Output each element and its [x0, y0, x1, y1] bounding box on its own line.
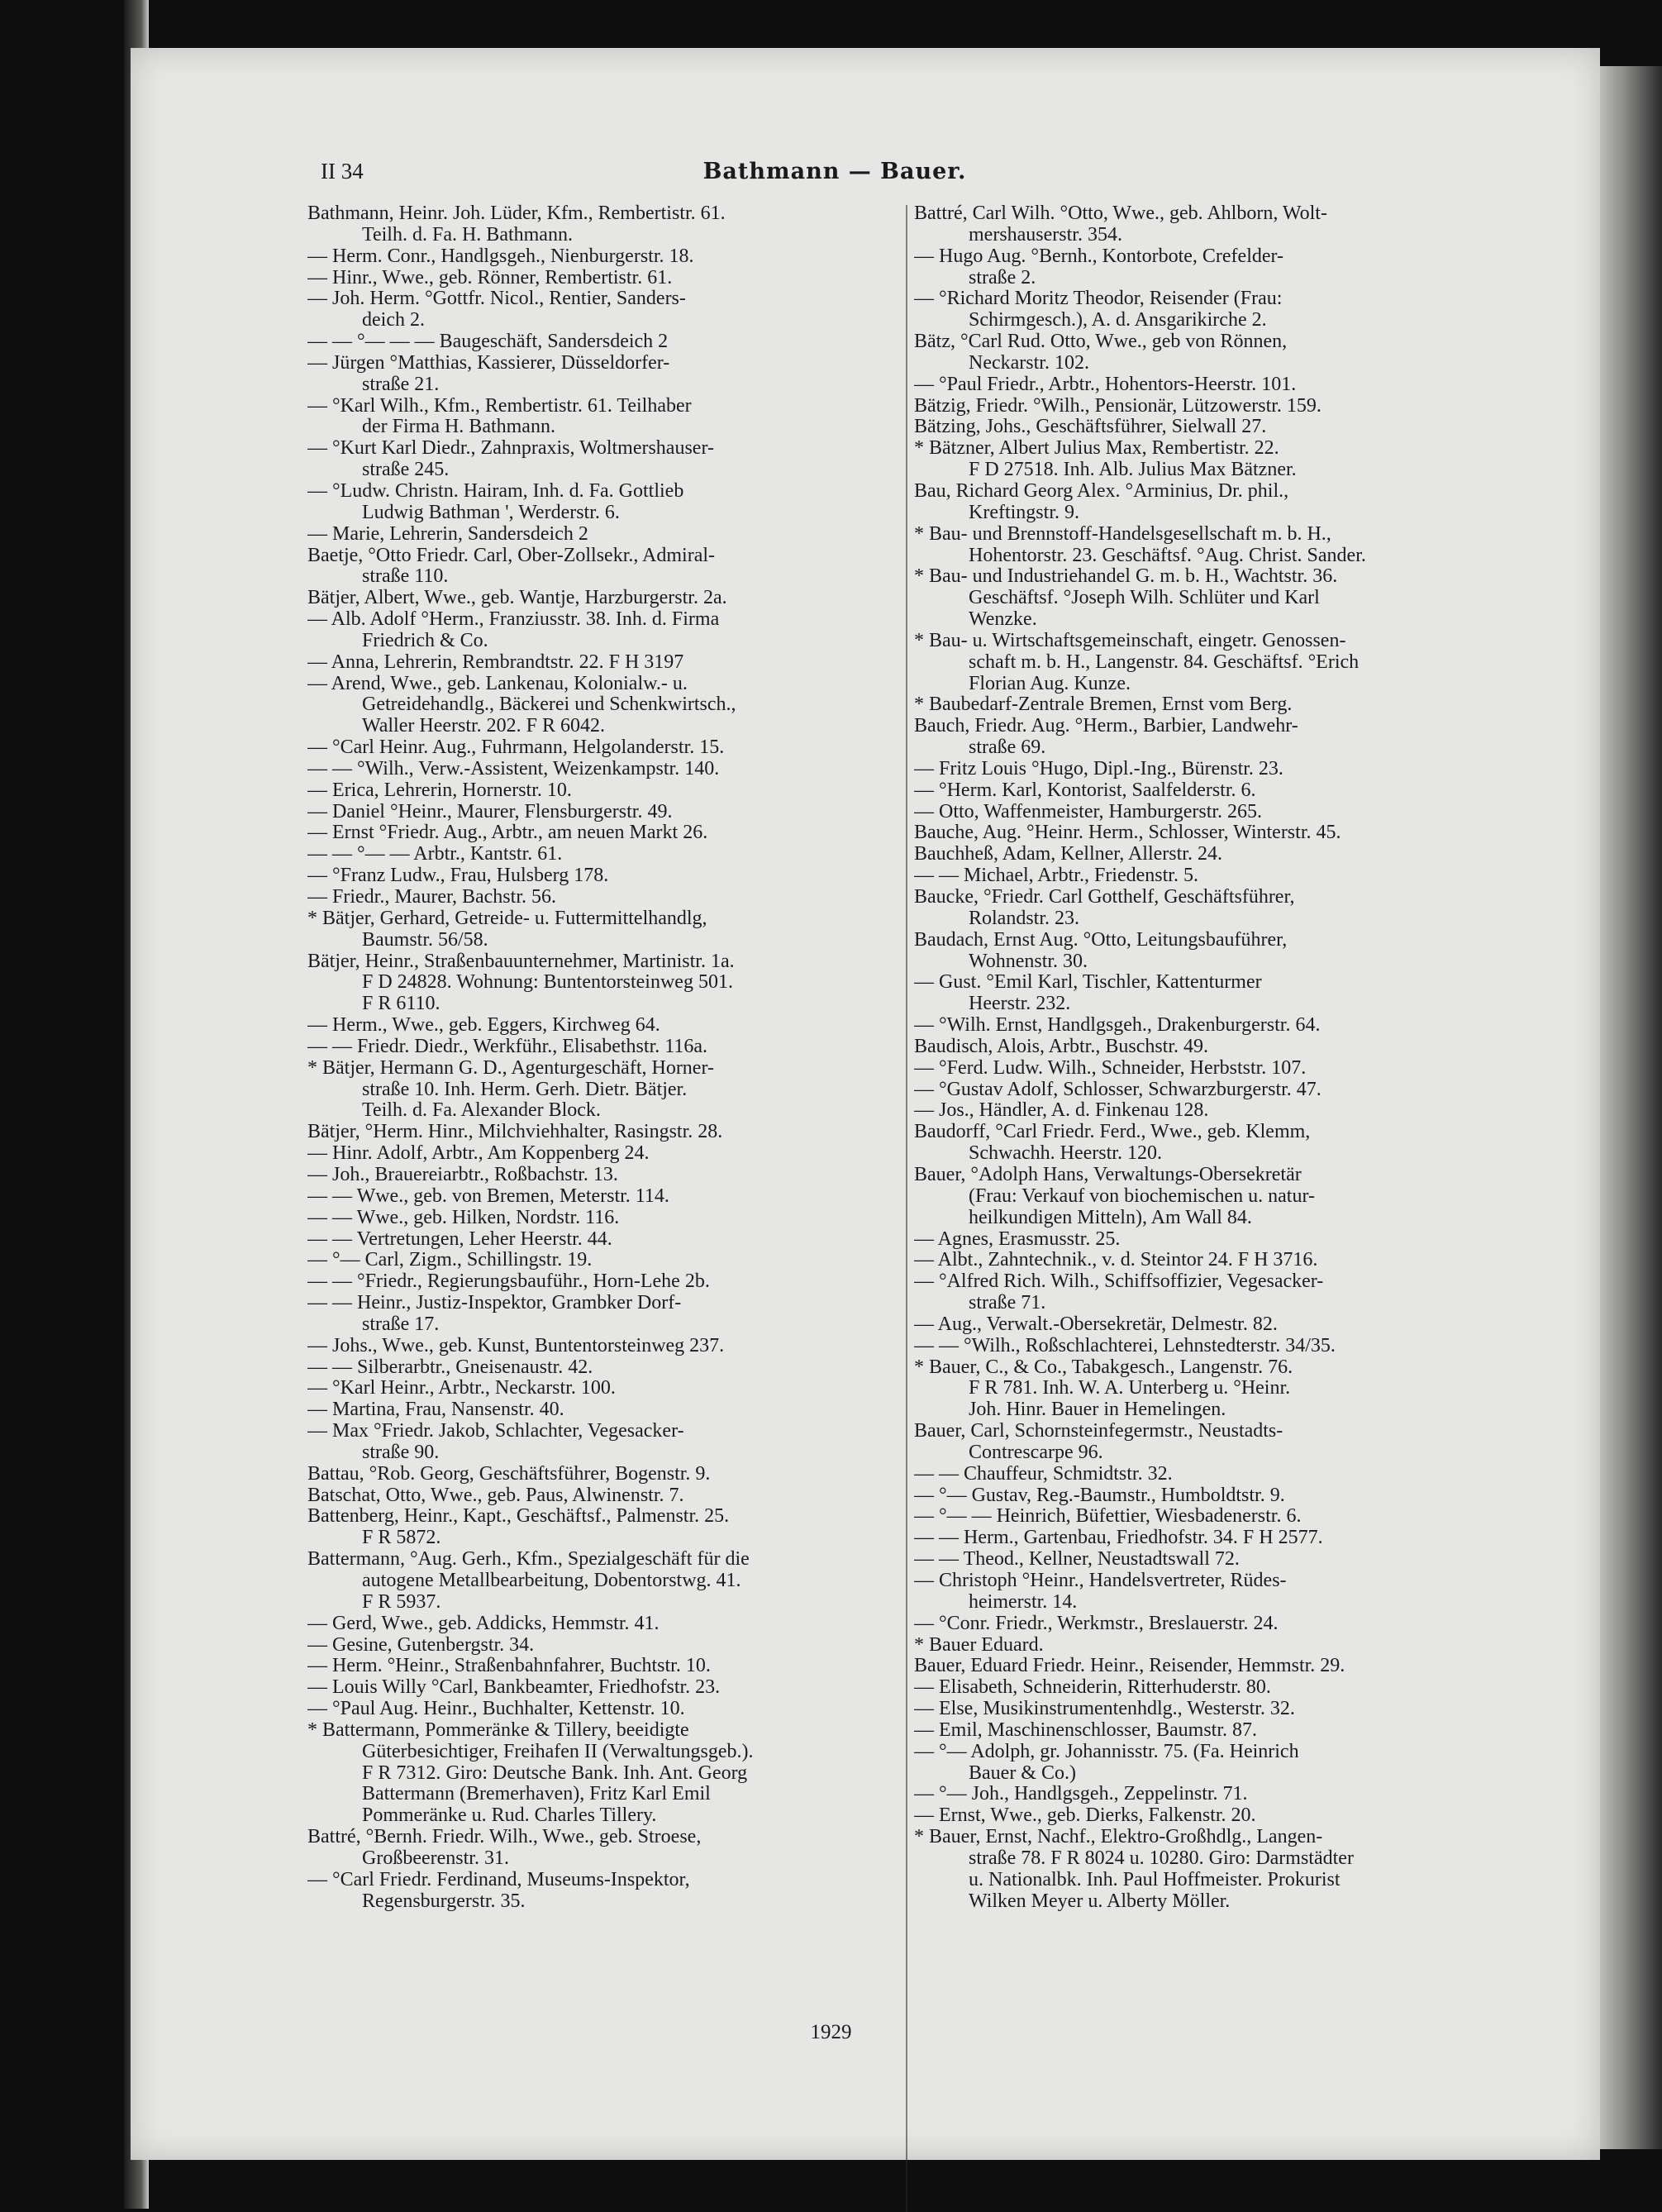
directory-entry: — °Karl Heinr., Arbtr., Neckarstr. 100. — [307, 1378, 616, 1399]
directory-entry: — Gust. °Emil Karl, Tischler, Kattenturmer — [914, 972, 1262, 994]
directory-entry: Bätjer, Heinr., Straßenbauunternehmer, Martinistr. 1a. — [307, 951, 735, 972]
directory-entry: * Battermann, Pommeränke & Tillery, beeidigte — [307, 1719, 689, 1741]
directory-entry-continuation: straße 110. — [362, 566, 449, 588]
right-column — [914, 203, 1509, 1913]
directory-entry-continuation: heimerstr. 14. — [969, 1591, 1078, 1613]
directory-entry-continuation: straße 71. — [969, 1293, 1046, 1314]
directory-entry-continuation: straße 2. — [969, 267, 1036, 288]
directory-entry-continuation: F R 7312. Giro: Deutsche Bank. Inh. Ant. Georg — [362, 1762, 748, 1784]
directory-entry-continuation: straße 10. Inh. Herm. Gerh. Dietr. Bätjer. — [362, 1079, 688, 1100]
directory-entry-continuation: mershauserstr. 354. — [969, 224, 1122, 246]
directory-entry-continuation: F D 24828. Wohnung: Buntentorsteinweg 501. — [362, 972, 733, 994]
directory-entry: — — Vertretungen, Leher Heerstr. 44. — [307, 1228, 612, 1250]
directory-entry: — Alb. Adolf °Herm., Franziusstr. 38. Inh. d. Firma — [307, 609, 720, 631]
directory-entry: — Fritz Louis °Hugo, Dipl.-Ing., Bürenstr. 23. — [914, 758, 1283, 779]
directory-entry: — Johs., Wwe., geb. Kunst, Buntentorsteinweg 237. — [307, 1335, 725, 1356]
directory-entry-continuation: Battermann (Bremerhaven), Fritz Karl Emil — [362, 1784, 711, 1805]
directory-entry: * Bauer, C., & Co., Tabakgesch., Langenstr. 76. — [914, 1356, 1293, 1378]
directory-entry-continuation: Regensburgerstr. 35. — [362, 1890, 526, 1912]
directory-entry: — °— — Heinrich, Büfettier, Wiesbadenerstr. 6. — [914, 1506, 1302, 1528]
directory-entry: — — Silberarbtr., Gneisenaustr. 42. — [307, 1356, 593, 1378]
directory-entry-continuation: straße 69. — [969, 737, 1046, 759]
directory-entry: Bätzig, Friedr. °Wilh., Pensionär, Lützowerstr. 159. — [914, 395, 1322, 417]
directory-entry: — Emil, Maschinenschlosser, Baumstr. 87. — [914, 1719, 1257, 1741]
directory-entry-continuation: F R 6110. — [362, 994, 441, 1015]
directory-entry-continuation: heilkundigen Mitteln), Am Wall 84. — [969, 1207, 1252, 1228]
directory-entry: — — Heinr., Justiz-Inspektor, Grambker Dorf- — [307, 1293, 682, 1314]
directory-entry: — Else, Musikinstrumentenhdlg., Westerstr. 32. — [914, 1699, 1295, 1720]
directory-entry: Baucke, °Friedr. Carl Gotthelf, Geschäftsführer, — [914, 887, 1295, 908]
directory-entry: — Hinr. Adolf, Arbtr., Am Koppenberg 24. — [307, 1143, 650, 1165]
directory-entry: * Bätzner, Albert Julius Max, Rembertistr. 22. — [914, 438, 1279, 460]
directory-entry: — Gerd, Wwe., geb. Addicks, Hemmstr. 41. — [307, 1613, 660, 1634]
directory-entry: * Bau- u. Wirtschaftsgemeinschaft, eingetr. Genossen- — [914, 630, 1346, 651]
directory-entry: — °— Joh., Handlgsgeh., Zeppelinstr. 71. — [914, 1784, 1248, 1805]
directory-entry: Bauer, Eduard Friedr. Heinr., Reisender, Hemmstr. 29. — [914, 1656, 1345, 1677]
directory-entry: Baudisch, Alois, Arbtr., Buschstr. 49. — [914, 1036, 1209, 1057]
directory-entry: — — Michael, Arbtr., Friedenstr. 5. — [914, 865, 1198, 887]
directory-entry-continuation: der Firma H. Bathmann. — [362, 417, 555, 438]
directory-entry: — — Chauffeur, Schmidtstr. 32. — [914, 1463, 1173, 1485]
directory-entry: — Hugo Aug. °Bernh., Kontorbote, Crefelder- — [914, 246, 1284, 267]
directory-entry-continuation: (Frau: Verkauf von biochemischen u. natur- — [969, 1185, 1315, 1207]
directory-entry: — — Wwe., geb. von Bremen, Meterstr. 114. — [307, 1185, 669, 1207]
directory-entry-continuation: F R 5872. — [362, 1528, 441, 1549]
page-number: II 34 — [321, 159, 364, 184]
directory-entry: Baudorff, °Carl Friedr. Ferd., Wwe., geb. Klemm, — [914, 1122, 1311, 1143]
directory-entry-continuation: Wenzke. — [969, 609, 1037, 631]
directory-entry: — °Paul Aug. Heinr., Buchhalter, Kettenstr. 10. — [307, 1699, 685, 1720]
directory-entry: Bauche, Aug. °Heinr. Herm., Schlosser, Winterstr. 45. — [914, 822, 1341, 844]
directory-entry: — °Franz Ludw., Frau, Hulsberg 178. — [307, 865, 609, 887]
directory-entry: — °— Carl, Zigm., Schillingstr. 19. — [307, 1250, 593, 1271]
directory-entry-continuation: Contrescarpe 96. — [969, 1442, 1103, 1463]
directory-entry: * Bauer Eduard. — [914, 1634, 1044, 1656]
directory-entry-continuation: Kreftingstr. 9. — [969, 502, 1079, 523]
directory-entry: — — °— — Arbtr., Kantstr. 61. — [307, 844, 563, 865]
directory-entry-continuation: Joh. Hinr. Bauer in Hemelingen. — [969, 1399, 1226, 1421]
directory-entry: — Joh., Brauereiarbtr., Roßbachstr. 13. — [307, 1164, 618, 1185]
directory-entry: — °Carl Heinr. Aug., Fuhrmann, Helgolanderstr. 15. — [307, 737, 725, 759]
directory-entry: — Otto, Waffenmeister, Hamburgerstr. 265. — [914, 801, 1263, 822]
directory-entry: — Anna, Lehrerin, Rembrandtstr. 22. F H 3197 — [307, 651, 684, 673]
left-column — [307, 203, 902, 1913]
directory-entry: — °Carl Friedr. Ferdinand, Museums-Inspektor, — [307, 1869, 690, 1890]
directory-entry: — °— Adolph, gr. Johannisstr. 75. (Fa. Heinrich — [914, 1741, 1299, 1762]
directory-entry-continuation: Großbeerenstr. 31. — [362, 1847, 509, 1869]
directory-entry: — Albt., Zahntechnik., v. d. Steintor 24. F H 3716. — [914, 1250, 1318, 1271]
directory-entry: — Ernst, Wwe., geb. Dierks, Falkenstr. 20. — [914, 1805, 1256, 1827]
directory-entry-continuation: straße 78. F R 8024 u. 10280. Giro: Darmstädter — [969, 1847, 1354, 1869]
directory-entry: — °Herm. Karl, Kontorist, Saalfelderstr. 6. — [914, 779, 1256, 801]
directory-entry: — °Kurt Karl Diedr., Zahnpraxis, Woltmershauser- — [307, 438, 714, 460]
directory-entry: — °Paul Friedr., Arbtr., Hohentors-Heerstr. 101. — [914, 374, 1297, 395]
directory-entry: — — Wwe., geb. Hilken, Nordstr. 116. — [307, 1207, 620, 1228]
directory-entry: Battré, Carl Wilh. °Otto, Wwe., geb. Ahlborn, Wolt- — [914, 203, 1327, 224]
directory-entry: Battermann, °Aug. Gerh., Kfm., Spezialgeschäft für die — [307, 1549, 750, 1571]
directory-entry-continuation: Ludwig Bathman ', Werderstr. 6. — [362, 502, 620, 523]
directory-entry-continuation: schaft m. b. H., Langenstr. 84. Geschäftsf. °Erich — [969, 651, 1360, 673]
directory-entry-continuation: Geschäftsf. °Joseph Wilh. Schlüter und Karl — [969, 588, 1320, 609]
directory-entry: Batschat, Otto, Wwe., geb. Paus, Alwinenstr. 7. — [307, 1485, 684, 1506]
directory-entry: — Marie, Lehrerin, Sandersdeich 2 — [307, 523, 588, 545]
directory-entry: — °Wilh. Ernst, Handlgsgeh., Drakenburgerstr. 64. — [914, 1015, 1321, 1037]
directory-entry: — °Ludw. Christn. Hairam, Inh. d. Fa. Gottlieb — [307, 480, 684, 502]
directory-entry: — °Alfred Rich. Wilh., Schiffsoffizier, Vegesacker- — [914, 1271, 1324, 1293]
directory-entry: Bathmann, Heinr. Joh. Lüder, Kfm., Rembertistr. 61. — [307, 203, 726, 224]
directory-entry-continuation: Wilken Meyer u. Alberty Möller. — [969, 1890, 1231, 1912]
directory-entry: — — Herm., Gartenbau, Friedhofstr. 34. F H 2577. — [914, 1528, 1323, 1549]
directory-entry: Baetje, °Otto Friedr. Carl, Ober-Zollsekr., Admiral- — [307, 545, 716, 566]
column-divider — [906, 205, 907, 2212]
directory-entry: — °Ferd. Ludw. Wilh., Schneider, Herbststr. 107. — [914, 1057, 1307, 1079]
page-footer-year: 1929 — [810, 2021, 852, 2043]
directory-entry: * Baubedarf-Zentrale Bremen, Ernst vom Berg. — [914, 694, 1293, 716]
directory-entry: — — °— — — Baugeschäft, Sandersdeich 2 — [307, 331, 669, 353]
directory-entry: Bauer, Carl, Schornsteinfegermstr., Neustadts- — [914, 1421, 1283, 1442]
directory-entry: Bätjer, Albert, Wwe., geb. Wantje, Harzburgerstr. 2a. — [307, 588, 727, 609]
directory-entry: — Louis Willy °Carl, Bankbeamter, Friedhofstr. 23. — [307, 1677, 721, 1699]
directory-entry-continuation: autogene Metallbearbeitung, Dobentorstwg. 41. — [362, 1571, 741, 1591]
directory-entry: — °— Gustav, Reg.-Baumstr., Humboldtstr. 9. — [914, 1485, 1285, 1506]
directory-entry-continuation: straße 17. — [362, 1313, 440, 1335]
directory-entry: — Daniel °Heinr., Maurer, Flensburgerstr. 49. — [307, 801, 673, 822]
directory-entry-continuation: F D 27518. Inh. Alb. Julius Max Bätzner. — [969, 460, 1297, 481]
page-header — [190, 159, 1479, 192]
directory-entry-continuation: straße 245. — [362, 460, 450, 481]
page-edge-right — [1600, 66, 1662, 2149]
directory-entry-continuation: Waller Heerstr. 202. F R 6042. — [362, 716, 606, 737]
directory-entry: Bätjer, °Herm. Hinr., Milchviehhalter, Rasingstr. 28. — [307, 1122, 723, 1143]
directory-entry-continuation: u. Nationalbk. Inh. Paul Hoffmeister. Prokurist — [969, 1869, 1341, 1890]
directory-entry-continuation: deich 2. — [362, 310, 425, 331]
directory-entry: — °Richard Moritz Theodor, Reisender (Frau: — [914, 288, 1283, 310]
directory-entry: — Friedr., Maurer, Bachstr. 56. — [307, 887, 556, 908]
directory-entry-continuation: F R 5937. — [362, 1591, 441, 1613]
directory-entry: Bau, Richard Georg Alex. °Arminius, Dr. phil., — [914, 480, 1289, 502]
directory-entry-continuation: Rolandstr. 23. — [969, 908, 1080, 929]
directory-entry-continuation: Schwachh. Heerstr. 120. — [969, 1143, 1162, 1165]
directory-entry: — °Karl Wilh., Kfm., Rembertistr. 61. Teilhaber — [307, 395, 692, 417]
directory-entry: Bätz, °Carl Rud. Otto, Wwe., geb von Rönnen, — [914, 331, 1288, 353]
directory-entry: — Aug., Verwalt.-Obersekretär, Delmestr. 82. — [914, 1313, 1278, 1335]
directory-entry: — Erica, Lehrerin, Hornerstr. 10. — [307, 779, 572, 801]
directory-entry-continuation: Hohentorstr. 23. Geschäftsf. °Aug. Christ. Sander. — [969, 545, 1366, 566]
directory-entry-continuation: Bauer & Co.) — [969, 1762, 1076, 1784]
directory-entry: — Herm. Conr., Handlgsgeh., Nienburgerstr. 18. — [307, 246, 694, 267]
directory-entry: — — Theod., Kellner, Neustadtswall 72. — [914, 1549, 1240, 1571]
directory-entry: — Herm. °Heinr., Straßenbahnfahrer, Buchtstr. 10. — [307, 1656, 711, 1677]
directory-entry: * Bätjer, Gerhard, Getreide- u. Futtermittelhandlg, — [307, 908, 707, 929]
directory-entry: — Martina, Frau, Nansenstr. 40. — [307, 1399, 564, 1421]
directory-entry: — — °Friedr., Regierungsbauführ., Horn-Lehe 2b. — [307, 1271, 710, 1293]
directory-entry: — — Friedr. Diedr., Werkführ., Elisabethstr. 116a. — [307, 1036, 707, 1057]
directory-entry-continuation: Neckarstr. 102. — [969, 352, 1089, 374]
directory-entry: — Jos., Händler, A. d. Finkenau 128. — [914, 1100, 1209, 1122]
directory-entry: * Bau- und Industriehandel G. m. b. H., Wachtstr. 36. — [914, 566, 1338, 588]
directory-entry-continuation: Florian Aug. Kunze. — [969, 673, 1131, 694]
directory-entry-continuation: straße 90. — [362, 1442, 440, 1463]
directory-entry-continuation: Baumstr. 56/58. — [362, 929, 488, 951]
directory-entry: — Elisabeth, Schneiderin, Ritterhuderstr. 80. — [914, 1677, 1271, 1699]
directory-entry-continuation: Friedrich & Co. — [362, 630, 488, 651]
directory-entry: Bauer, °Adolph Hans, Verwaltungs-Obersekretär — [914, 1164, 1302, 1185]
directory-entry: — — °Wilh., Roßschlachterei, Lehnstedterstr. 34/35. — [914, 1335, 1336, 1356]
directory-entry-continuation: Getreidehandlg., Bäckerei und Schenkwirtsch., — [362, 694, 736, 716]
directory-entry-continuation: Wohnenstr. 30. — [969, 951, 1088, 972]
directory-entry-continuation: F R 781. Inh. W. A. Unterberg u. °Heinr. — [969, 1378, 1291, 1399]
directory-entry-continuation: straße 21. — [362, 374, 440, 395]
directory-entry: — Joh. Herm. °Gottfr. Nicol., Rentier, Sanders- — [307, 288, 686, 310]
directory-entry: — Jürgen °Matthias, Kassierer, Düsseldorfer- — [307, 352, 670, 374]
directory-entry-continuation: Pommeränke u. Rud. Charles Tillery. — [362, 1805, 657, 1827]
directory-entry: Battenberg, Heinr., Kapt., Geschäftsf., Palmenstr. 25. — [307, 1506, 730, 1528]
directory-entry: * Bätjer, Hermann G. D., Agenturgeschäft, Horner- — [307, 1057, 714, 1079]
directory-entry: — Max °Friedr. Jakob, Schlachter, Vegesacker- — [307, 1421, 684, 1442]
directory-entry: Baudach, Ernst Aug. °Otto, Leitungsbauführer, — [914, 929, 1288, 951]
directory-entry: Battau, °Rob. Georg, Geschäftsführer, Bogenstr. 9. — [307, 1463, 711, 1485]
directory-entry-continuation: Teilh. d. Fa. Alexander Block. — [362, 1100, 601, 1122]
directory-entry: — Agnes, Erasmusstr. 25. — [914, 1228, 1121, 1250]
directory-entry: — Arend, Wwe., geb. Lankenau, Kolonialw.- u. — [307, 673, 688, 694]
directory-entry: — — °Wilh., Verw.-Assistent, Weizenkampstr. 140. — [307, 758, 720, 779]
directory-entry: * Bauer, Ernst, Nachf., Elektro-Großhdlg., Langen- — [914, 1827, 1323, 1848]
directory-entry: * Bau- und Brennstoff-Handelsgesellschaft m. b. H., — [914, 523, 1331, 545]
directory-entry: — °Conr. Friedr., Werkmstr., Breslauerstr. 24. — [914, 1613, 1279, 1634]
directory-entry-continuation: Teilh. d. Fa. H. Bathmann. — [362, 224, 573, 246]
directory-entry: Bauch, Friedr. Aug. °Herm., Barbier, Landwehr- — [914, 716, 1298, 737]
directory-entry: — Christoph °Heinr., Handelsvertreter, Rüdes- — [914, 1571, 1287, 1591]
page-title: Bathmann — Bauer. — [702, 159, 967, 184]
directory-entry: — Gesine, Gutenbergstr. 34. — [307, 1634, 535, 1656]
directory-entry: Battré, °Bernh. Friedr. Wilh., Wwe., geb. Stroese, — [307, 1827, 702, 1848]
directory-entry: — Herm., Wwe., geb. Eggers, Kirchweg 64. — [307, 1015, 660, 1037]
directory-entry-continuation: Güterbesichtiger, Freihafen II (Verwaltungsgeb.). — [362, 1741, 754, 1762]
directory-entry: — Ernst °Friedr. Aug., Arbtr., am neuen Markt 26. — [307, 822, 708, 844]
directory-entry-continuation: Heerstr. 232. — [969, 994, 1071, 1015]
directory-entry-continuation: Schirmgesch.), A. d. Ansgarikirche 2. — [969, 310, 1267, 331]
directory-entry: — °Gustav Adolf, Schlosser, Schwarzburgerstr. 47. — [914, 1079, 1322, 1100]
directory-entry: Bätzing, Johs., Geschäftsführer, Sielwall 27. — [914, 417, 1267, 438]
directory-entry: — Hinr., Wwe., geb. Rönner, Rembertistr. 61. — [307, 267, 673, 288]
directory-entry: Bauchheß, Adam, Kellner, Allerstr. 24. — [914, 844, 1222, 865]
